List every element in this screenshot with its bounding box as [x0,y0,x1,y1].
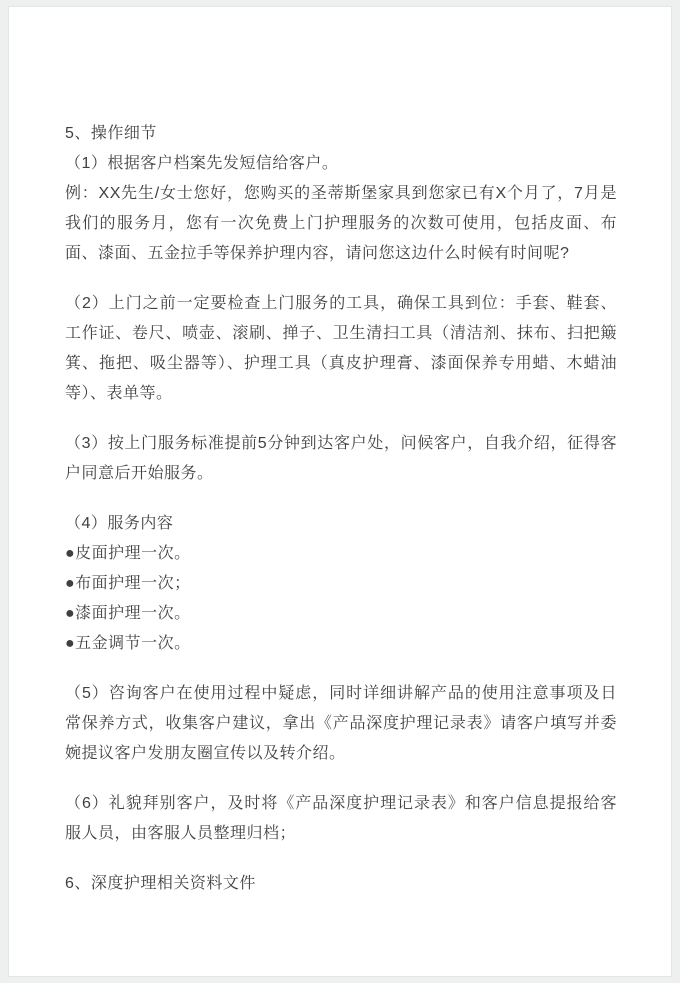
paragraph: （2）上门之前一定要检查上门服务的工具，确保工具到位：手套、鞋套、工作证、卷尺、喷壶、滚刷、掸子、卫生清扫工具（清洁剂、抹布、扫把簸箕、拖把、吸尘器等）、护理工具（真皮护理膏、漆面保养专用蜡、木蜡油等）、表单等。 [65,295,617,402]
document-content [9,7,671,899]
paragraph: ●皮面护理一次。 [65,545,191,562]
paragraph: （6）礼貌拜别客户，及时将《产品深度护理记录表》和客户信息提报给客服人员，由客服人员整理归档； [65,795,617,842]
document-page [8,6,672,977]
paragraph: ●五金调节一次。 [65,635,191,652]
step-6-farewell [65,789,617,849]
paragraph: 6、深度护理相关资料文件 [65,875,256,892]
paragraph: （1）根据客户档案先发短信给客户。 [65,155,339,172]
paragraph: 5、操作细节 [65,125,157,142]
paragraph: （4）服务内容 [65,515,174,532]
step-5-consultation [65,679,617,769]
section-6-heading [65,869,617,899]
section-5-operation-details [65,119,617,269]
step-4-service-content [65,509,617,659]
paragraph: 例：XX先生/女士您好，您购买的圣蒂斯堡家具到您家已有X个月了，7月是我们的服务月，您有一次免费上门护理服务的次数可使用，包括皮面、布面、漆面、五金拉手等保养护理内容，请问您这边什么时候有时间呢? [65,185,617,262]
paragraph: ●布面护理一次； [65,575,191,592]
paragraph: （3）按上门服务标准提前5分钟到达客户处，问候客户，自我介绍，征得客户同意后开始服务。 [65,435,617,482]
step-3-arrival [65,429,617,489]
paragraph: ●漆面护理一次。 [65,605,191,622]
step-2-tool-check [65,289,617,409]
paragraph: （5）咨询客户在使用过程中疑虑，同时详细讲解产品的使用注意事项及日常保养方式，收集客户建议，拿出《产品深度护理记录表》请客户填写并委婉提议客户发朋友圈宣传以及转介绍。 [65,685,617,762]
